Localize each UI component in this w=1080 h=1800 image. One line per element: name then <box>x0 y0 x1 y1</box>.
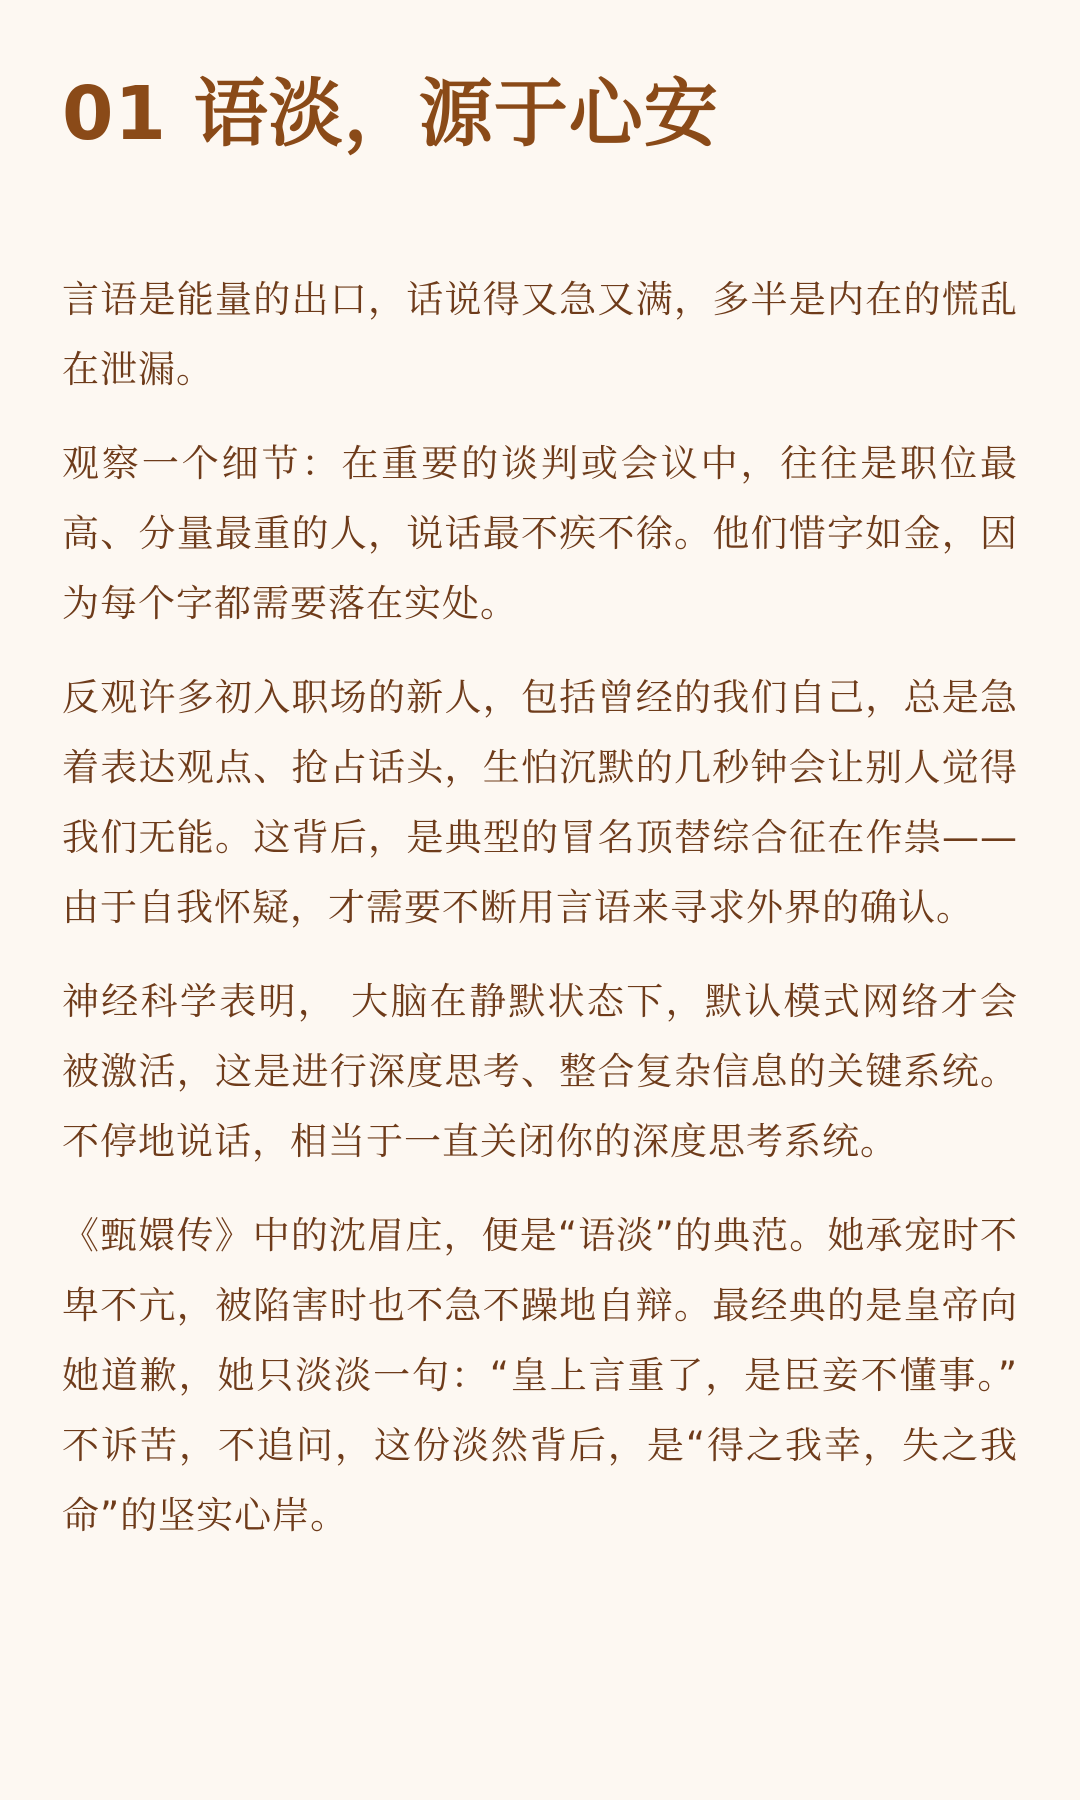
paragraph-3: 反观许多初入职场的新人，包括曾经的我们自己，总是急着表达观点、抢占话头，生怕沉默的几秒钟会让别人觉得我们无能。这背后，是典型的冒名顶替综合征在作祟——由于自我怀疑，才需要不断用言语来寻求外界的确认。 <box>62 675 1018 929</box>
paragraph-5: 《甄嬛传》中的沈眉庄，便是“语淡”的典范。她承宠时不卑不亢，被陷害时也不急不躁地自辩。最经典的是皇帝向她道歉，她只淡淡一句：“皇上言重了，是臣妾不懂事。” 不诉苦，不追问，这份淡然背后，是“得之我幸，失之我命”的坚实心岸。 <box>62 1213 1018 1537</box>
paragraph-2: 观察一个细节：在重要的谈判或会议中，往往是职位最高、分量最重的人，说话最不疾不徐。他们惜字如金，因为每个字都需要落在实处。 <box>62 441 1018 625</box>
paragraph-1: 言语是能量的出口，话说得又急又满，多半是内在的慌乱在泄漏。 <box>62 277 1018 391</box>
article-body <box>62 265 1018 1551</box>
section-title: 01 语淡，源于心安 <box>62 71 719 157</box>
paragraph-4: 神经科学表明， 大脑在静默状态下，默认模式网络才会被激活，这是进行深度思考、整合复杂信息的关键系统。不停地说话，相当于一直关闭你的深度思考系统。 <box>62 979 1018 1163</box>
